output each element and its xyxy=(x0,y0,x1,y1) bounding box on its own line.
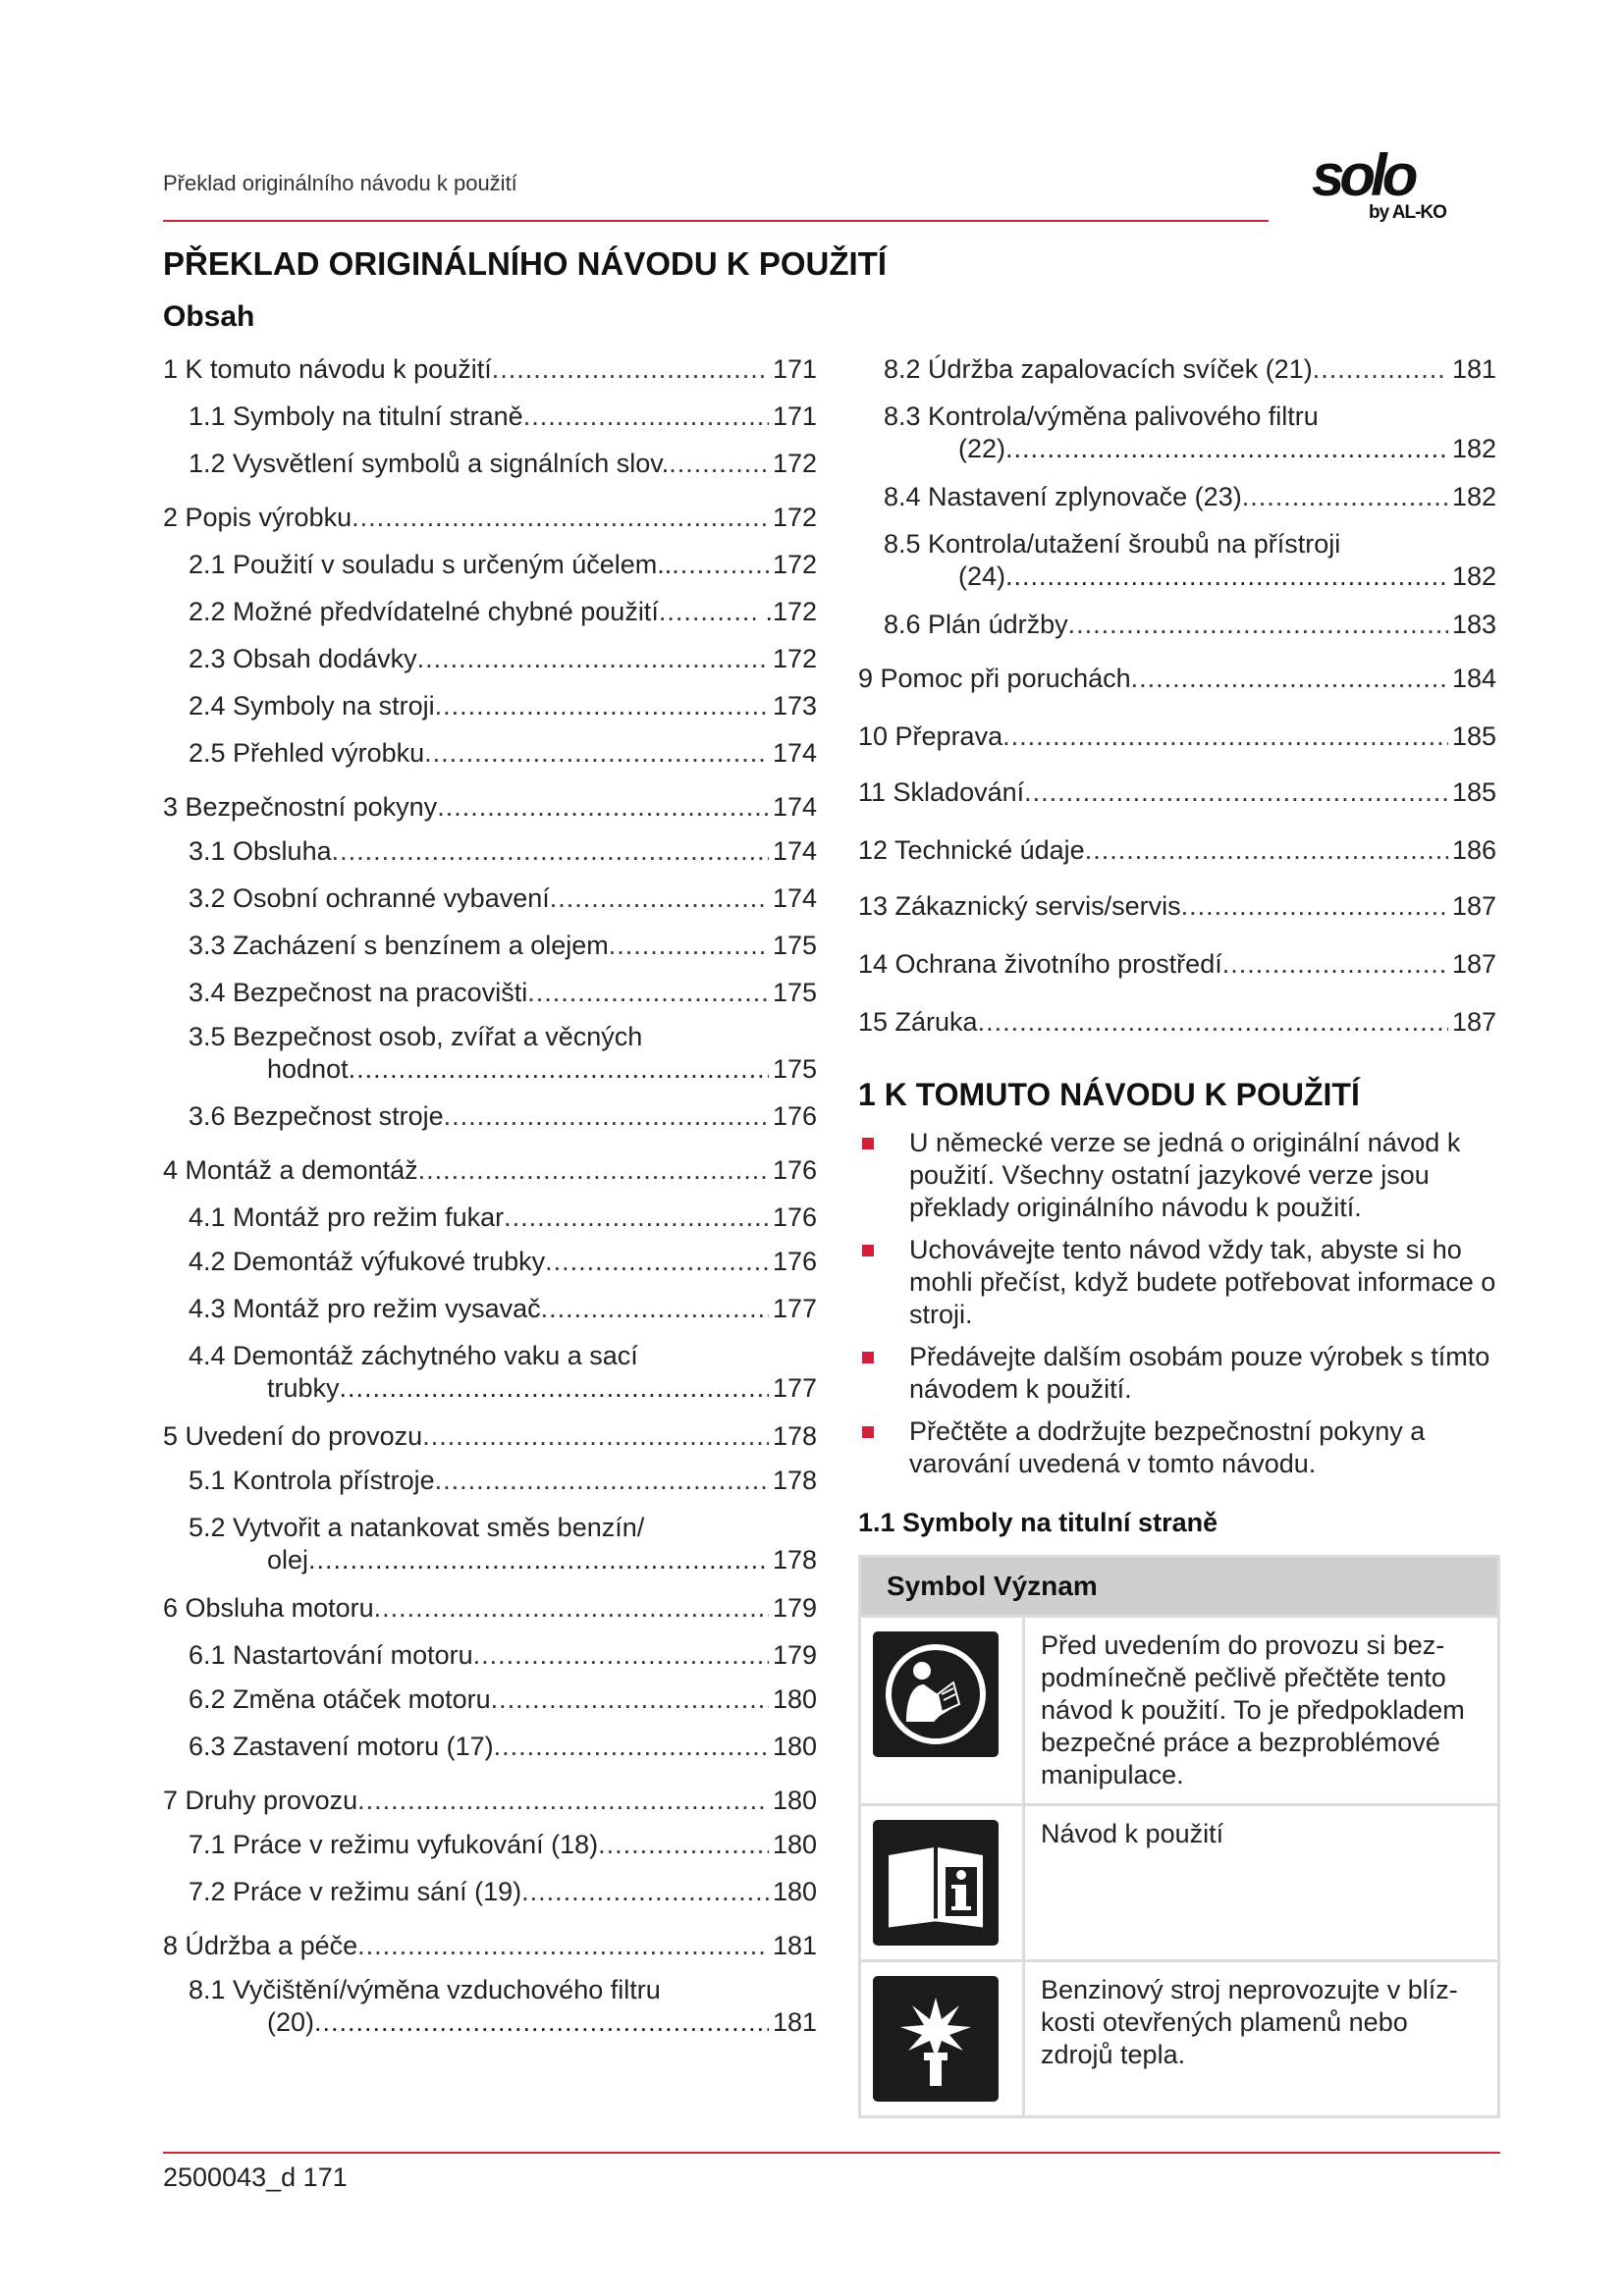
toc-heading: Obsah xyxy=(163,300,255,333)
table-header-row xyxy=(860,1557,1499,1617)
list-item: U německé verze se jedná o originální návod k použití. Všechny ostatní jazykové verze jsou překlady originálního návodu k použití. xyxy=(858,1127,1496,1224)
bullet-square-icon xyxy=(862,1426,874,1438)
toc-entry[interactable]: 1.2 Vysvětlení symbolů a signálních slov. ..... 172 xyxy=(163,448,817,480)
running-header: Překlad originálního návodu k použití xyxy=(163,171,517,195)
symbol-table xyxy=(858,1555,1500,2118)
toc-entry[interactable]: 14 Ochrana životního prostředí ..... 187 xyxy=(858,948,1496,981)
toc-entry[interactable]: 5.2 Vytvořit a natankovat směs benzín/ olej ..... 178 xyxy=(163,1512,817,1576)
toc-entry[interactable]: 3.5 Bezpečnost osob, zvířat a věcných hodnot ..... 175 xyxy=(163,1021,817,1086)
document-code: 2500043_d xyxy=(163,2163,297,2192)
toc-entry[interactable]: 5.1 Kontrola přístroje ..... 178 xyxy=(163,1465,817,1497)
toc-entry[interactable]: 6.3 Zastavení motoru (17) ..... 180 xyxy=(163,1731,817,1763)
page-number: 171 xyxy=(302,2163,348,2192)
footer-divider xyxy=(163,2152,1500,2154)
toc-entry[interactable]: 4 Montáž a demontáž ..... 176 xyxy=(163,1154,817,1187)
meaning-cell: Před uvedením do provozu si bezpodmínečně pečlivě přečtěte tento návod k použití. To je předpokladem bezpečné práce a bezproblémové manipulace. xyxy=(1024,1617,1499,1805)
toc-entry[interactable]: 1 K tomuto návodu k použití ..... 171 xyxy=(163,353,817,386)
toc-entry[interactable]: 6.1 Nastartování motoru ..... 179 xyxy=(163,1639,817,1672)
read-manual-icon xyxy=(873,1631,999,1757)
toc-entry[interactable]: 2.2 Možné předvídatelné chybné použití ..... .172 xyxy=(163,596,817,628)
toc-entry[interactable]: 2.4 Symboly na stroji ..... 173 xyxy=(163,690,817,722)
table-header: Symbol Význam xyxy=(860,1557,1499,1617)
toc-entry[interactable]: 2.3 Obsah dodávky ..... 172 xyxy=(163,643,817,675)
toc-entry[interactable]: 4.2 Demontáž výfukové trubky ..... 176 xyxy=(163,1246,817,1278)
symbol-cell xyxy=(860,1961,1024,2117)
toc-entry[interactable]: 6 Obsluha motoru ..... 179 xyxy=(163,1592,817,1625)
page-footer xyxy=(163,2163,348,2193)
header-divider xyxy=(163,220,1269,222)
toc-entry[interactable]: 8.3 Kontrola/výměna palivového filtru (22) ..... 182 xyxy=(858,400,1496,465)
toc-entry[interactable]: 8.6 Plán údržby ..... 183 xyxy=(858,609,1496,641)
toc-entry[interactable]: 3 Bezpečnostní pokyny ..... 174 xyxy=(163,791,817,824)
meaning-cell: Návod k použití xyxy=(1024,1805,1499,1961)
bullet-list xyxy=(858,1127,1496,1490)
toc-entry[interactable]: 4.3 Montáž pro režim vysavač ..... 177 xyxy=(163,1293,817,1325)
toc-entry[interactable]: 8.2 Údržba zapalovacích svíček (21) ..... 181 xyxy=(858,353,1496,386)
toc-entry[interactable]: 4.1 Montáž pro režim fukar ..... 176 xyxy=(163,1201,817,1234)
logo-wordmark: solo xyxy=(1312,142,1414,208)
toc-entry[interactable]: 3.1 Obsluha ..... 174 xyxy=(163,835,817,868)
no-open-flame-icon xyxy=(873,1976,999,2102)
toc-entry[interactable]: 1.1 Symboly na titulní straně ..... 171 xyxy=(163,400,817,433)
bullet-square-icon xyxy=(862,1138,874,1149)
toc-entry[interactable]: 11 Skladování ..... 185 xyxy=(858,776,1496,809)
logo-subline: by AL-KO xyxy=(1369,202,1446,223)
table-row xyxy=(860,1617,1499,1805)
symbol-cell xyxy=(860,1617,1024,1805)
list-item: Přečtěte a dodržujte bezpečnostní pokyny a varování uvedená v tomto návodu. xyxy=(858,1415,1496,1480)
bullet-square-icon xyxy=(862,1352,874,1363)
toc-entry[interactable]: 3.6 Bezpečnost stroje ..... 176 xyxy=(163,1100,817,1133)
toc-entry[interactable]: 10 Přeprava ..... 185 xyxy=(858,721,1496,753)
list-item: Předávejte dalším osobám pouze výrobek s tímto návodem k použití. xyxy=(858,1341,1496,1406)
toc-entry[interactable]: 7.1 Práce v režimu vyfukování (18) ..... 180 xyxy=(163,1829,817,1861)
toc-entry[interactable]: 3.2 Osobní ochranné vybavení ..... 174 xyxy=(163,882,817,915)
toc-entry[interactable]: 13 Zákaznický servis/servis ..... 187 xyxy=(858,890,1496,923)
toc-entry[interactable]: 6.2 Změna otáček motoru ..... 180 xyxy=(163,1683,817,1716)
toc-entry[interactable]: 15 Záruka ..... 187 xyxy=(858,1006,1496,1039)
manual-info-icon xyxy=(873,1820,999,1946)
toc-column-left xyxy=(163,353,817,2039)
toc-entry[interactable]: 2.5 Přehled výrobku ..... 174 xyxy=(163,737,817,770)
document-title: PŘEKLAD ORIGINÁLNÍHO NÁVODU K POUŽITÍ xyxy=(163,245,888,282)
toc-entry[interactable]: 7.2 Práce v režimu sání (19) ..... 180 xyxy=(163,1876,817,1908)
toc-entry[interactable]: 8.5 Kontrola/utažení šroubů na přístroji (24) ..... 182 xyxy=(858,528,1496,593)
table-row xyxy=(860,1961,1499,2117)
toc-entry[interactable]: 7 Druhy provozu ..... 180 xyxy=(163,1785,817,1817)
toc-entry[interactable]: 5 Uvedení do provozu ..... 178 xyxy=(163,1420,817,1453)
toc-entry[interactable]: 3.3 Zacházení s benzínem a olejem ..... 175 xyxy=(163,930,817,962)
toc-entry[interactable]: 12 Technické údaje ..... 186 xyxy=(858,834,1496,867)
bullet-square-icon xyxy=(862,1245,874,1256)
toc-entry[interactable]: 4.4 Demontáž záchytného vaku a sací trubky ..... 177 xyxy=(163,1340,817,1405)
toc-entry[interactable]: 9 Pomoc při poruchách ..... 184 xyxy=(858,663,1496,695)
toc-entry[interactable]: 3.4 Bezpečnost na pracovišti ..... 175 xyxy=(163,977,817,1009)
table-row xyxy=(860,1805,1499,1961)
subsection-heading: 1.1 Symboly na titulní straně xyxy=(858,1508,1218,1537)
toc-column-right xyxy=(858,353,1496,1039)
meaning-cell: Benzinový stroj neprovozujte v blízkosti otevřených plamenů nebo zdrojů tepla. xyxy=(1024,1961,1499,2117)
section-heading: 1 K TOMUTO NÁVODU K POUŽITÍ xyxy=(858,1077,1360,1112)
toc-entry[interactable]: 8 Údržba a péče ..... 181 xyxy=(163,1930,817,1962)
toc-entry[interactable]: 8.4 Nastavení zplynovače (23) ..... 182 xyxy=(858,481,1496,513)
solo-logo xyxy=(1312,142,1469,228)
symbol-cell xyxy=(860,1805,1024,1961)
list-item: Uchovávejte tento návod vždy tak, abyste si ho mohli přečíst, když budete potřebovat informace o stroji. xyxy=(858,1234,1496,1331)
toc-entry[interactable]: 2 Popis výrobku ..... 172 xyxy=(163,502,817,534)
toc-entry[interactable]: 8.1 Vyčištění/výměna vzduchového filtru (20) ..... 181 xyxy=(163,1974,817,2039)
toc-entry[interactable]: 2.1 Použití v souladu s určeným účelem.. ..... 172 xyxy=(163,549,817,581)
